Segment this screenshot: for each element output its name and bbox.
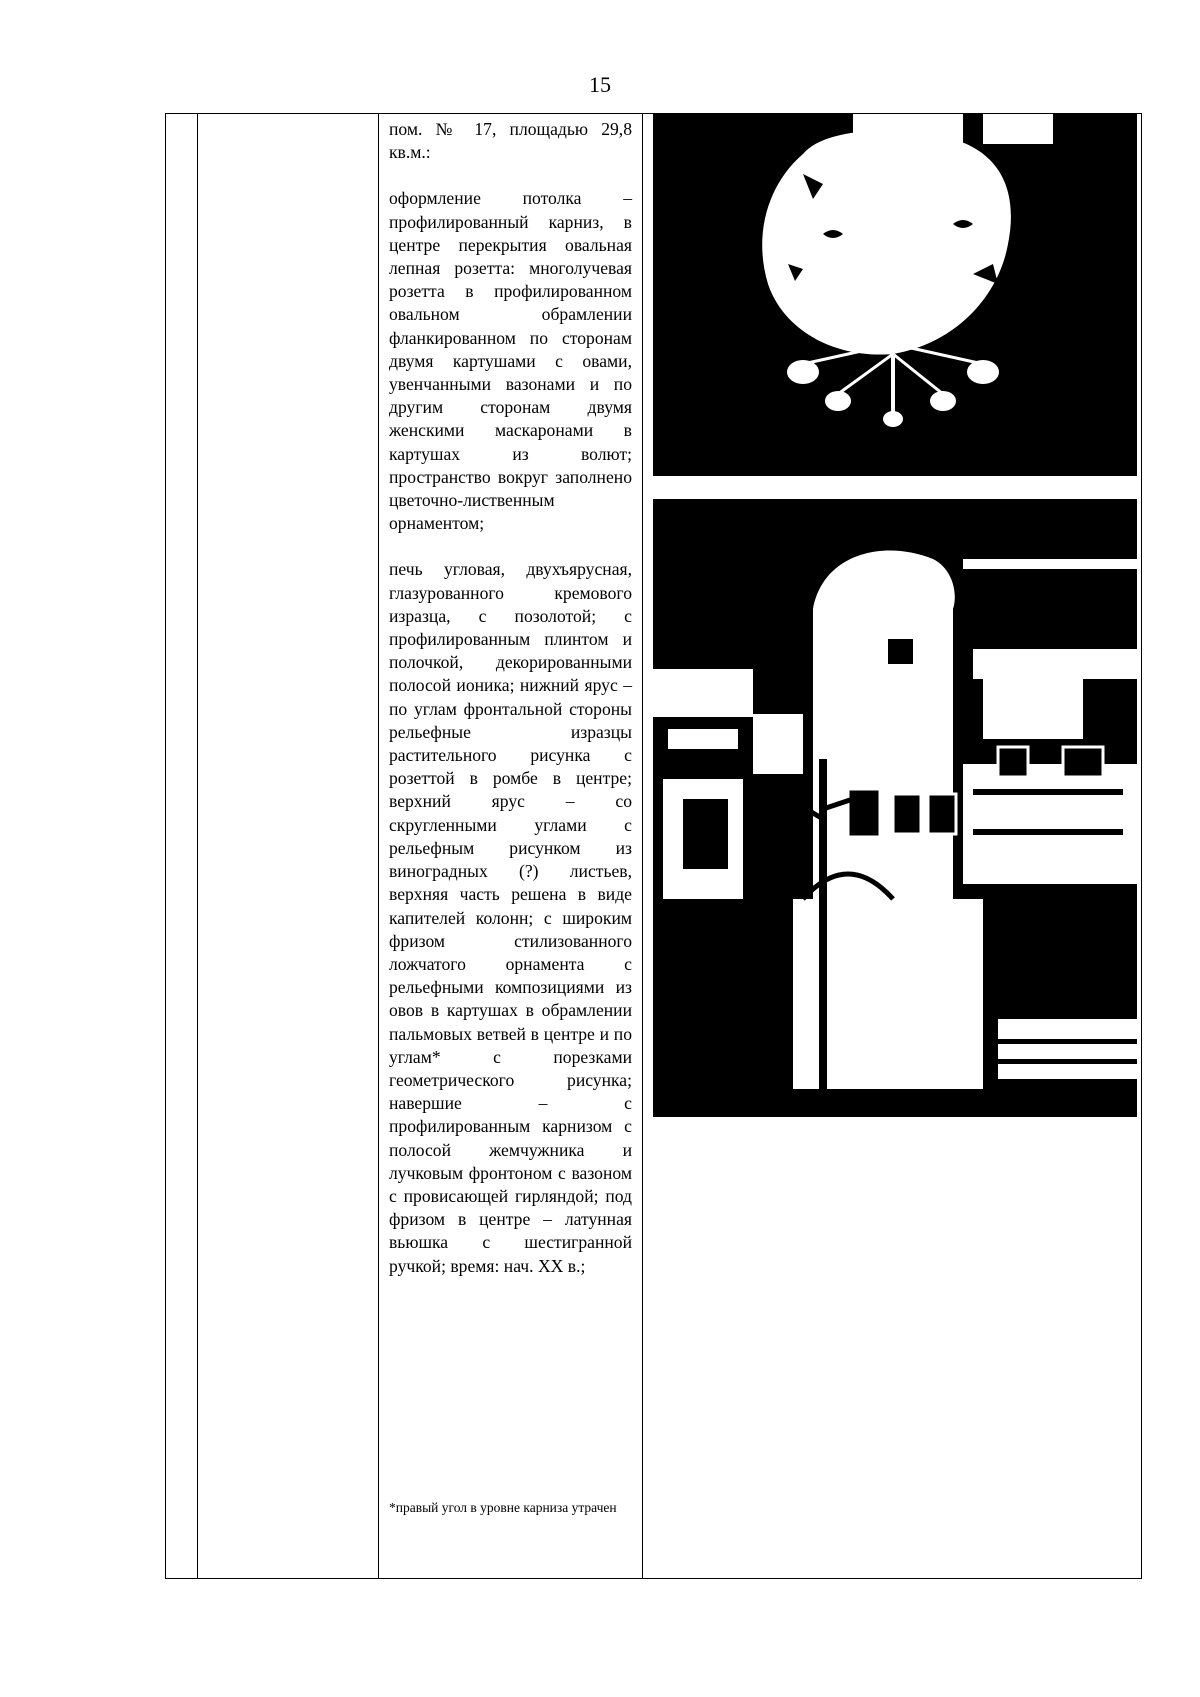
column-divider-1 (197, 114, 198, 1578)
corner-tiled-stove-photo (653, 499, 1137, 1117)
room-heading: пом. № 17, площадью 29,8 кв.м.: (389, 119, 632, 163)
ceiling-description: оформление потолка – профилированный карниз, в центре перекрытия овальная лепная розетта: многолучевая розетта в профилированном овальном обрамлении фланкированном по сторонам двумя картушами с овами, увенчанными вазонами и по другим сторонам двумя женскими маскаронами в картушах из волют; пространство вокруг заполнено цветочно-лиственным орнаментом; (389, 188, 632, 534)
description-table (165, 113, 1142, 1579)
stove-description: печь угловая, двухъярусная, глазурованного кремового изразца, с позолотой; с профилированным плинтом и полочкой, декорированными полосой ионика; нижний ярус – по углам фронтальной стороны рельефные изразцы растительного рисунка с розеттой в ромбе в центре; верхний ярус – со скругленными углами с рельефным рисунком из виноградных (?) листьев, верхняя часть решена в виде капителей колонн; с широким фризом стилизованного ложчатого орнамента с рельефными композициями из овов в картушах в обрамлении пальмовых ветвей в центре и по углам* с порезками геометрического рисунка; навершие – с профилированным карнизом с полосой жемчужника и лучковым фронтоном с вазоном с провисающей гирляндой; под фризом в центре – латунная вьюшка с шестигранной ручкой; время: нач. XX в.; (389, 559, 632, 1276)
column-divider-2 (378, 114, 379, 1578)
page-number: 15 (589, 72, 611, 97)
column-divider-3 (642, 114, 643, 1578)
ceiling-rosette-chandelier-photo (653, 114, 1137, 476)
footnote: *правый угол в уровне карниза утрачен (389, 1500, 617, 1515)
description-text-column (389, 118, 632, 1301)
